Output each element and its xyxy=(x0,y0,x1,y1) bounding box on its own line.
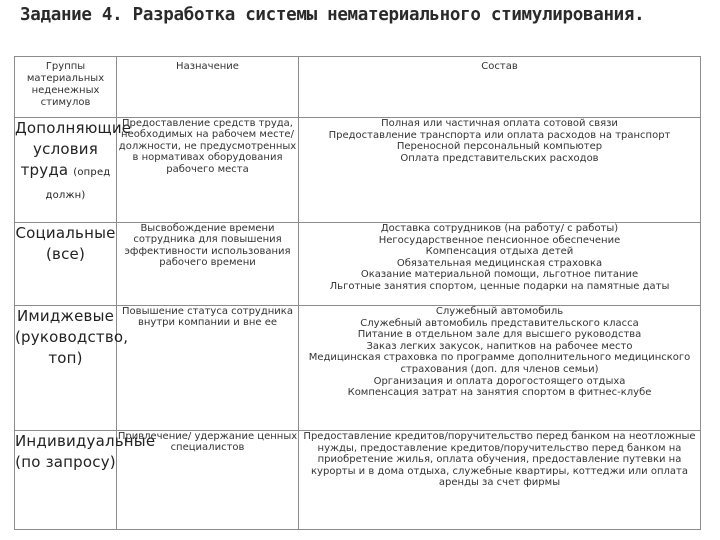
group-cell: Социальные (все) xyxy=(15,223,117,306)
composition-cell xyxy=(299,118,701,223)
composition-item: Организация и оплата дорогостоящего отдыха xyxy=(373,375,626,387)
table-row xyxy=(15,306,701,431)
header-group: Группы материальных неденежных стимулов xyxy=(15,57,117,118)
composition-item: Медицинская страховка по программе дополнительного медицинского страхования (доп. для членов семьи) xyxy=(308,352,691,375)
table-row xyxy=(15,223,701,306)
composition-item: Оказание материальной помощи, льготное питание xyxy=(360,269,639,281)
composition-item: Заказ легких закусок, напитков на рабочее место xyxy=(366,340,633,352)
group-cell xyxy=(15,118,132,223)
group-cell: Имиджевые (руководство, топ) xyxy=(15,306,117,431)
purpose-cell: Высвобождение времени сотрудника для повышения эффективности использования рабочего времени xyxy=(117,223,299,306)
group-cell: Индивидуальные (по запросу) xyxy=(15,431,117,530)
composition-item: Питание в отдельном зале для высшего руководства xyxy=(357,329,642,341)
composition-item: Компенсация затрат на занятия спортом в фитнес-клубе xyxy=(347,387,652,399)
table-row xyxy=(15,431,701,530)
page-title: Задание 4. Разработка системы нематериального стимулирования. xyxy=(20,5,645,25)
table-row xyxy=(15,118,701,223)
purpose-cell: Привлечение/ удержание ценных специалистов xyxy=(117,431,299,530)
composition-cell xyxy=(299,306,701,431)
group-label: Дополняющие условия труда xyxy=(15,119,132,179)
composition-item: Служебный автомобиль xyxy=(435,306,564,317)
composition-item: Льготные занятия спортом, ценные подарки на памятные даты xyxy=(329,280,670,292)
composition-cell xyxy=(299,223,701,306)
composition-cell xyxy=(299,431,701,530)
purpose-cell: Предоставление средств труда, необходимых на рабочем месте/должности, не предусмотренных в нормативах оборудования рабочего места xyxy=(117,118,299,223)
table-header-row xyxy=(15,57,701,118)
header-composition: Состав xyxy=(299,57,701,118)
composition-item: Предоставление кредитов/поручительство перед банком на неотложные нужды, предоставление кредитов/поручительство перед банком на приобретение жилья, оплата обучения, предоставление путевки на курорты и в дома отдыха, служебные квартиры, коттеджи или оплата аренды за счет фирмы xyxy=(303,431,696,489)
composition-item: Доставка сотрудников (на работу/ с работы) xyxy=(380,223,619,234)
composition-item: Предоставление транспорта или оплата расходов на транспорт xyxy=(328,129,671,141)
composition-item: Негосударственное пенсионное обеспечение xyxy=(378,234,621,246)
composition-item: Обязательная медицинская страховка xyxy=(396,257,603,269)
group-note: (опред должн) xyxy=(45,167,111,201)
purpose-cell: Повышение статуса сотрудника внутри компании и вне ее xyxy=(117,306,299,431)
composition-item: Компенсация отдыха детей xyxy=(425,246,574,258)
composition-item: Полная или частичная оплата сотовой связи xyxy=(381,118,618,129)
composition-item: Служебный автомобиль представительского класса xyxy=(360,317,639,329)
composition-item: Оплата представительских расходов xyxy=(400,152,599,164)
header-purpose: Назначение xyxy=(117,57,299,118)
stimulus-table xyxy=(14,56,701,530)
composition-item: Переносной персональный компьютер xyxy=(396,141,603,153)
